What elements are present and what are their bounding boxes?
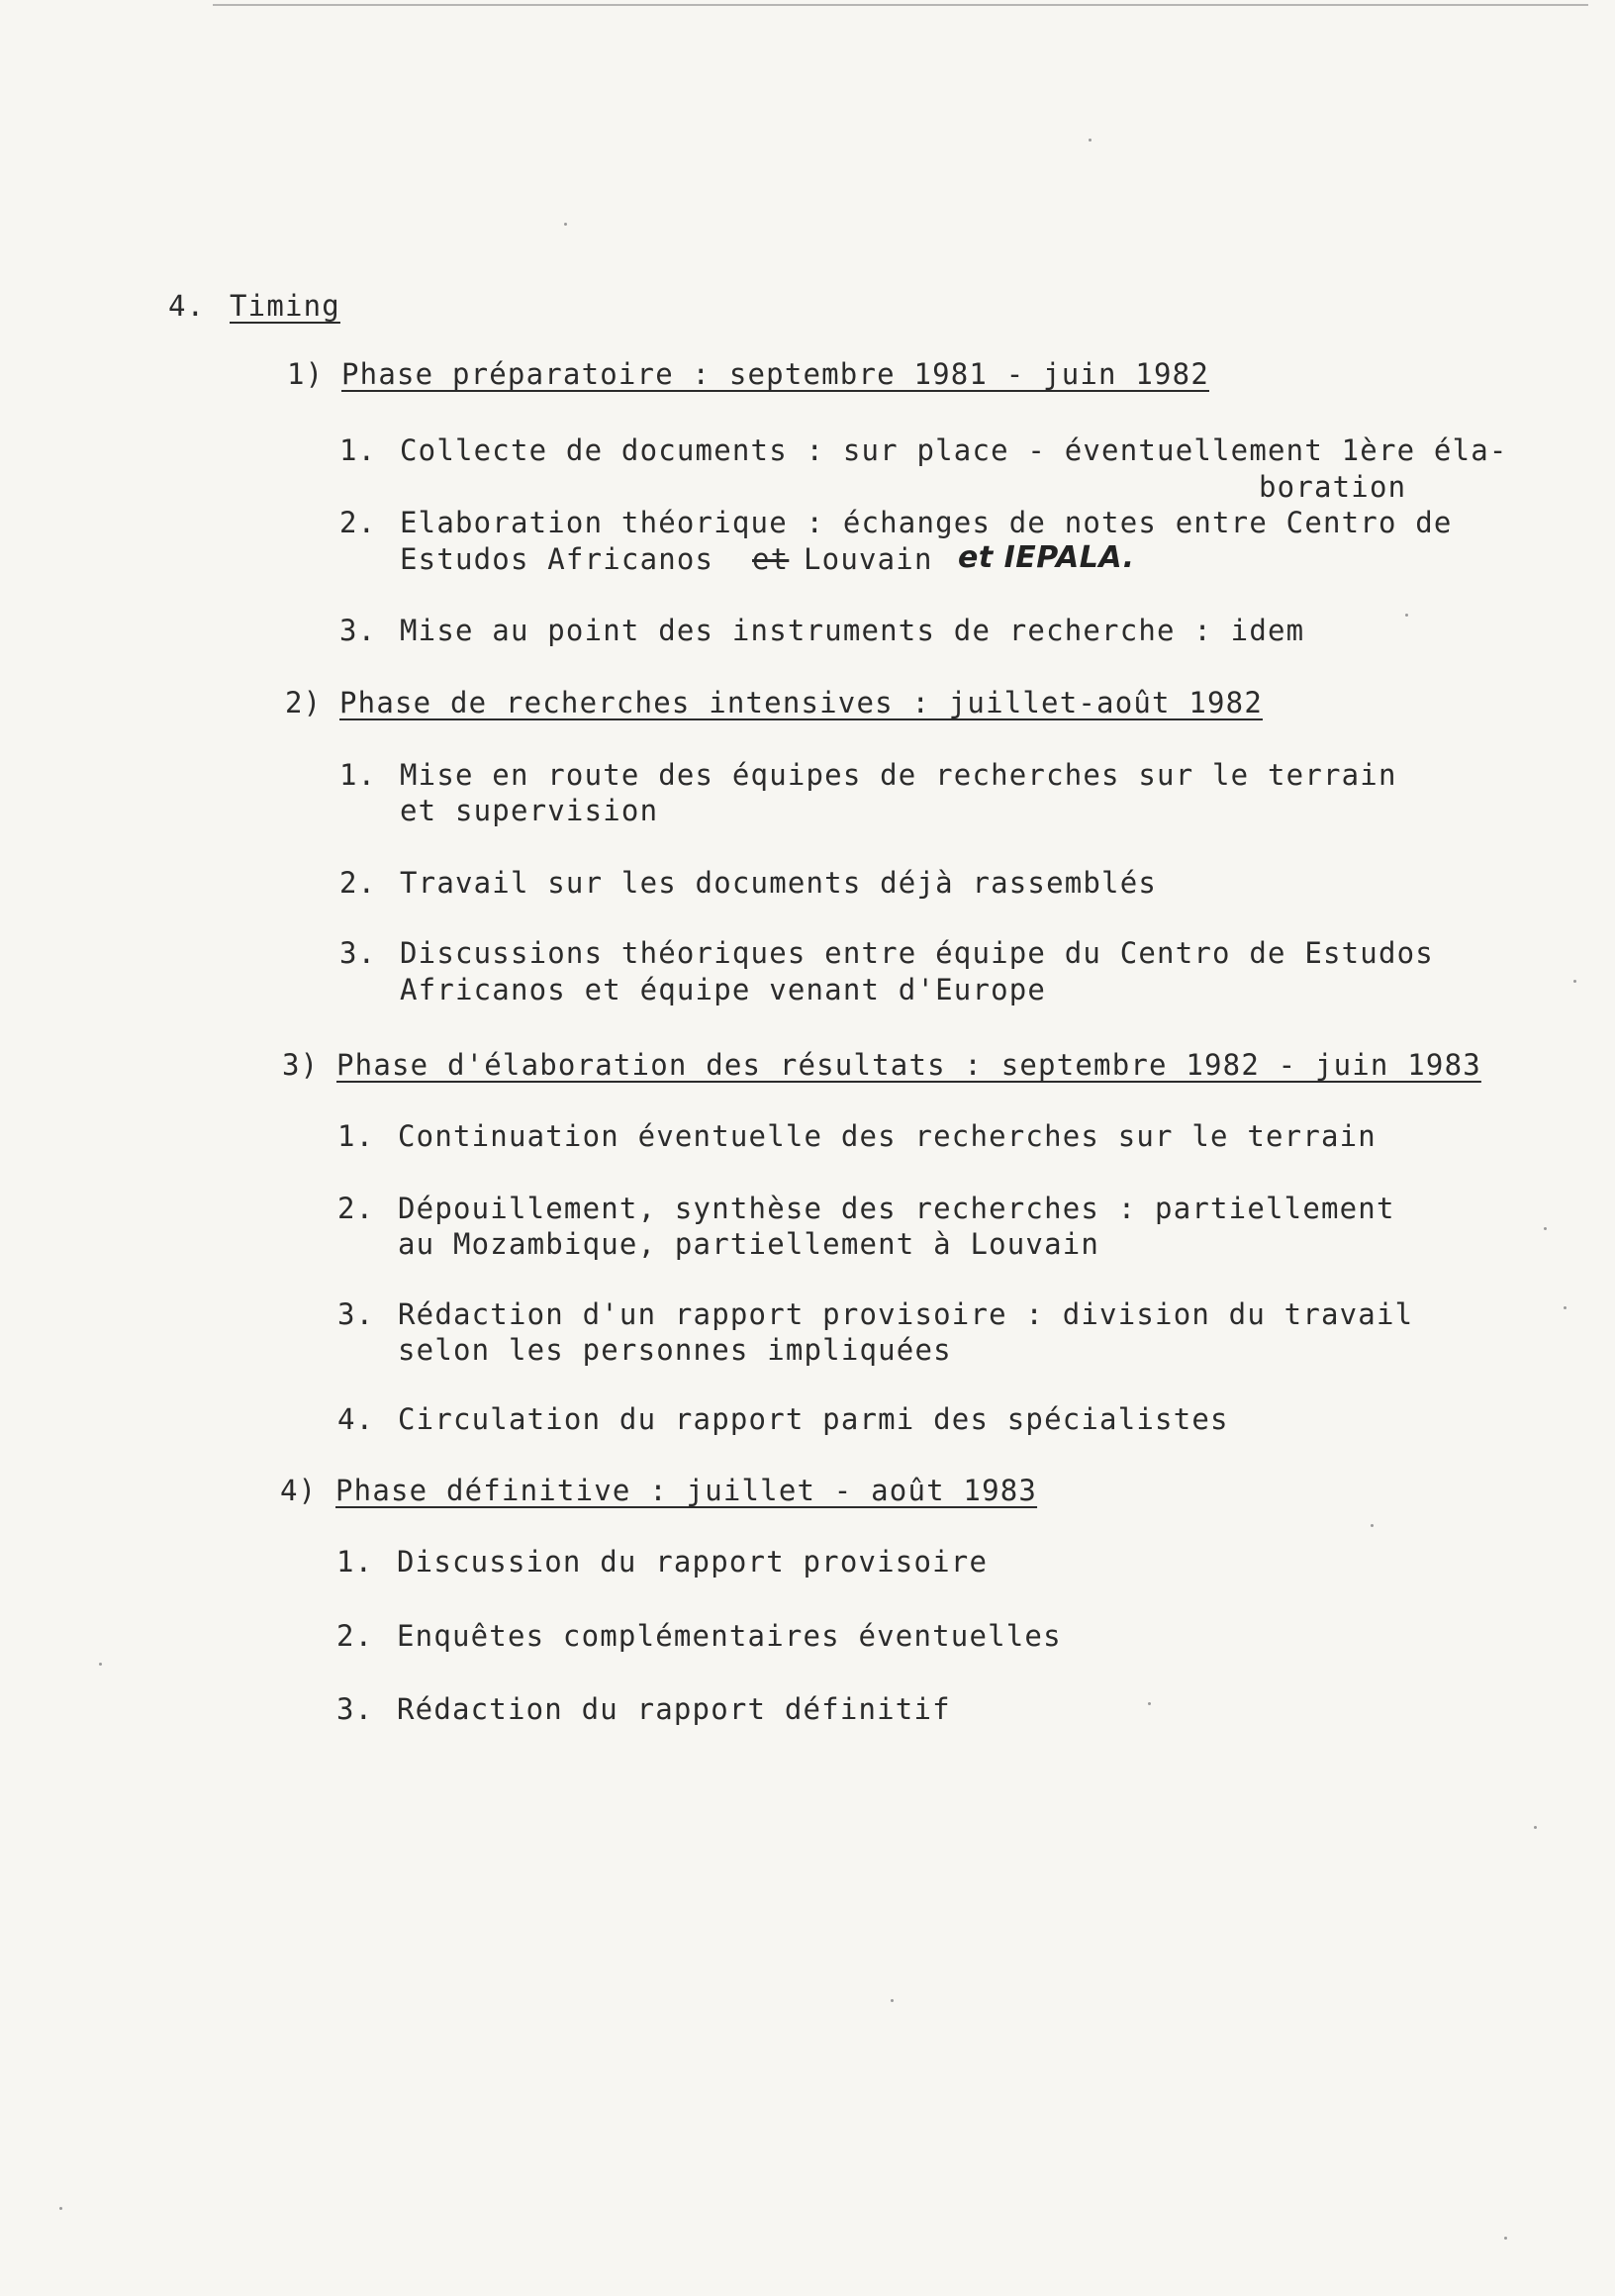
phase-1-title: Phase préparatoire : septembre 1981 - juin 1982 <box>341 357 1209 391</box>
phase-2-item-3-line-2: Africanos et équipe venant d'Europe <box>400 973 1047 1006</box>
phase-4-item-2-line-1: Enquêtes complémentaires éventuelles <box>397 1619 1062 1653</box>
phase-1-item-3-number: 3. <box>339 614 377 647</box>
phase-1-item-3-line-1: Mise au point des instruments de recherche : idem <box>400 614 1305 647</box>
scan-speck <box>564 223 567 226</box>
phase-1-number: 1) <box>287 357 325 391</box>
phase-4-title: Phase définitive : juillet - août 1983 <box>335 1474 1038 1507</box>
phase-3-item-4-line-1: Circulation du rapport parmi des spécialistes <box>398 1402 1229 1436</box>
scan-speck <box>59 2207 62 2210</box>
phase-1-item-2-handwritten-insert: et IEPALA. <box>958 540 1135 575</box>
phase-3-item-2-line-2: au Mozambique, partiellement à Louvain <box>398 1227 1100 1261</box>
scan-speck <box>99 1663 102 1666</box>
phase-3-item-1-number: 1. <box>337 1119 375 1153</box>
phase-2-item-2-number: 2. <box>339 866 377 900</box>
phase-3-item-3-number: 3. <box>337 1297 375 1331</box>
phase-4-item-1-number: 1. <box>336 1545 374 1578</box>
scan-speck <box>1405 614 1408 617</box>
scan-speck <box>1504 2237 1507 2240</box>
phase-2-number: 2) <box>285 686 323 719</box>
scan-speck <box>1544 1227 1547 1230</box>
phase-1-item-2-number: 2. <box>339 506 377 539</box>
phase-1-item-2-struck-word: et <box>752 542 790 576</box>
phase-3-title: Phase d'élaboration des résultats : septembre 1982 - juin 1983 <box>336 1048 1481 1082</box>
phase-2-item-3-number: 3. <box>339 936 377 970</box>
scan-speck <box>1564 1306 1567 1309</box>
phase-1-item-2-after: Louvain <box>804 542 933 576</box>
phase-3-item-3-line-1: Rédaction d'un rapport provisoire : division du travail <box>398 1297 1414 1331</box>
scan-speck <box>891 1999 894 2002</box>
phase-3-item-3-line-2: selon les personnes impliquées <box>398 1333 952 1367</box>
phase-2-item-1-line-1: Mise en route des équipes de recherches sur le terrain <box>400 758 1397 792</box>
phase-1-item-1-number: 1. <box>339 433 377 467</box>
phase-1-item-1-line-2: boration <box>1259 470 1407 504</box>
phase-4-number: 4) <box>280 1474 318 1507</box>
phase-2-item-1-number: 1. <box>339 758 377 792</box>
phase-3-item-4-number: 4. <box>337 1402 375 1436</box>
phase-2-item-1-line-2: et supervision <box>400 794 659 827</box>
scan-speck <box>1573 980 1576 983</box>
section-title: Timing <box>230 289 340 323</box>
phase-3-item-2-line-1: Dépouillement, synthèse des recherches : partiellement <box>398 1192 1395 1225</box>
phase-3-item-2-number: 2. <box>337 1192 375 1225</box>
phase-1-item-2-line-2: Estudos Africanos <box>400 542 714 576</box>
phase-2-item-3-line-1: Discussions théoriques entre équipe du Centro de Estudos <box>400 936 1434 970</box>
phase-4-item-2-number: 2. <box>336 1619 374 1653</box>
scan-speck <box>1148 1702 1151 1705</box>
scan-speck <box>1371 1524 1374 1527</box>
phase-2-item-2-line-1: Travail sur les documents déjà rassemblés <box>400 866 1158 900</box>
scan-speck <box>1089 139 1092 142</box>
phase-3-item-1-line-1: Continuation éventuelle des recherches sur le terrain <box>398 1119 1377 1153</box>
phase-4-item-1-line-1: Discussion du rapport provisoire <box>397 1545 989 1578</box>
scan-speck <box>1534 1826 1537 1829</box>
phase-2-title: Phase de recherches intensives : juillet-août 1982 <box>339 686 1263 719</box>
phase-1-item-2-line-1: Elaboration théorique : échanges de notes entre Centro de <box>400 506 1453 539</box>
top-edge-line <box>213 4 1588 6</box>
phase-3-number: 3) <box>282 1048 320 1082</box>
phase-4-item-3-line-1: Rédaction du rapport définitif <box>397 1692 951 1726</box>
phase-1-item-1-line-1: Collecte de documents : sur place - éventuellement 1ère éla- <box>400 433 1508 467</box>
section-number: 4. <box>168 289 206 323</box>
phase-4-item-3-number: 3. <box>336 1692 374 1726</box>
